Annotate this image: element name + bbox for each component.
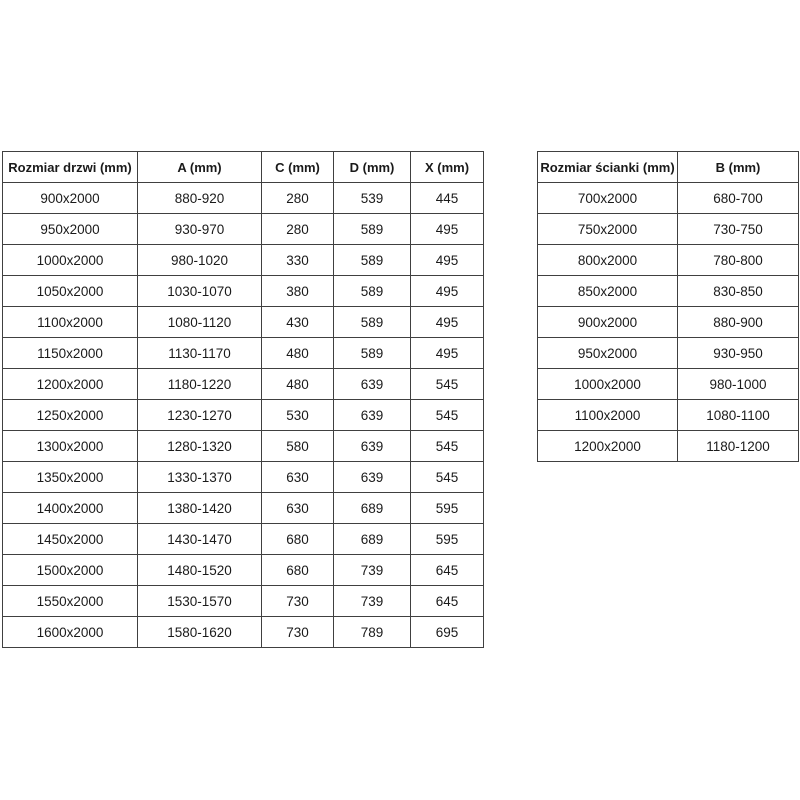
table-cell: 1180-1220: [138, 369, 262, 400]
table-cell: 1130-1170: [138, 338, 262, 369]
table-cell: 1030-1070: [138, 276, 262, 307]
table-cell: 700x2000: [538, 183, 678, 214]
table-cell: 730: [262, 586, 334, 617]
door-table-header-row: [3, 152, 484, 183]
table-row: [538, 338, 799, 369]
table-row: [538, 431, 799, 462]
table-cell: 630: [262, 493, 334, 524]
table-cell: 589: [334, 307, 411, 338]
table-cell: 1000x2000: [3, 245, 138, 276]
table-cell: 645: [411, 586, 484, 617]
table-cell: 589: [334, 338, 411, 369]
column-header: A (mm): [138, 152, 262, 183]
table-cell: 1330-1370: [138, 462, 262, 493]
table-cell: 1200x2000: [538, 431, 678, 462]
column-header: C (mm): [262, 152, 334, 183]
column-header: B (mm): [678, 152, 799, 183]
table-cell: 1430-1470: [138, 524, 262, 555]
table-cell: 1530-1570: [138, 586, 262, 617]
column-header: Rozmiar ścianki (mm): [538, 152, 678, 183]
table-cell: 1300x2000: [3, 431, 138, 462]
table-cell: 589: [334, 245, 411, 276]
table-row: [538, 214, 799, 245]
table-cell: 580: [262, 431, 334, 462]
table-cell: 545: [411, 462, 484, 493]
table-cell: 380: [262, 276, 334, 307]
table-cell: 1480-1520: [138, 555, 262, 586]
table-row: [3, 493, 484, 524]
table-cell: 639: [334, 400, 411, 431]
column-header: X (mm): [411, 152, 484, 183]
table-cell: 545: [411, 369, 484, 400]
column-header: Rozmiar drzwi (mm): [3, 152, 138, 183]
table-row: [3, 400, 484, 431]
table-cell: 850x2000: [538, 276, 678, 307]
door-sizes-table: [2, 151, 484, 648]
wall-table-header-row: [538, 152, 799, 183]
table-cell: 595: [411, 493, 484, 524]
table-cell: 1350x2000: [3, 462, 138, 493]
table-row: [3, 214, 484, 245]
table-cell: 280: [262, 183, 334, 214]
table-cell: 1230-1270: [138, 400, 262, 431]
table-cell: 900x2000: [3, 183, 138, 214]
table-cell: 545: [411, 431, 484, 462]
table-row: [3, 617, 484, 648]
table-cell: 639: [334, 462, 411, 493]
table-cell: 880-920: [138, 183, 262, 214]
table-row: [3, 586, 484, 617]
table-cell: 1080-1120: [138, 307, 262, 338]
table-cell: 930-950: [678, 338, 799, 369]
table-row: [538, 183, 799, 214]
table-cell: 750x2000: [538, 214, 678, 245]
table-cell: 680: [262, 555, 334, 586]
table-cell: 689: [334, 493, 411, 524]
table-cell: 445: [411, 183, 484, 214]
table-cell: 680-700: [678, 183, 799, 214]
table-cell: 689: [334, 524, 411, 555]
table-cell: 495: [411, 276, 484, 307]
table-cell: 545: [411, 400, 484, 431]
table-cell: 1080-1100: [678, 400, 799, 431]
table-cell: 830-850: [678, 276, 799, 307]
table-cell: 930-970: [138, 214, 262, 245]
table-cell: 739: [334, 555, 411, 586]
table-row: [538, 276, 799, 307]
column-header: D (mm): [334, 152, 411, 183]
table-cell: 645: [411, 555, 484, 586]
table-cell: 495: [411, 245, 484, 276]
table-cell: 800x2000: [538, 245, 678, 276]
table-row: [3, 524, 484, 555]
table-cell: 539: [334, 183, 411, 214]
table-cell: 950x2000: [538, 338, 678, 369]
table-row: [3, 245, 484, 276]
table-cell: 730: [262, 617, 334, 648]
table-cell: 1100x2000: [538, 400, 678, 431]
table-cell: 1100x2000: [3, 307, 138, 338]
table-row: [3, 307, 484, 338]
table-row: [538, 369, 799, 400]
table-row: [3, 431, 484, 462]
table-cell: 639: [334, 369, 411, 400]
table-cell: 780-800: [678, 245, 799, 276]
table-cell: 530: [262, 400, 334, 431]
table-row: [538, 400, 799, 431]
table-cell: 1000x2000: [538, 369, 678, 400]
table-cell: 789: [334, 617, 411, 648]
table-cell: 1200x2000: [3, 369, 138, 400]
table-cell: 980-1000: [678, 369, 799, 400]
table-cell: 480: [262, 338, 334, 369]
wall-sizes-table: [537, 151, 799, 462]
table-row: [3, 555, 484, 586]
table-cell: 280: [262, 214, 334, 245]
table-cell: 1580-1620: [138, 617, 262, 648]
table-cell: 495: [411, 338, 484, 369]
table-cell: 1380-1420: [138, 493, 262, 524]
table-row: [3, 276, 484, 307]
table-cell: 630: [262, 462, 334, 493]
table-cell: 589: [334, 276, 411, 307]
table-row: [3, 338, 484, 369]
table-row: [538, 245, 799, 276]
table-cell: 495: [411, 214, 484, 245]
table-cell: 1050x2000: [3, 276, 138, 307]
table-cell: 880-900: [678, 307, 799, 338]
table-cell: 480: [262, 369, 334, 400]
table-row: [538, 307, 799, 338]
table-cell: 589: [334, 214, 411, 245]
table-cell: 730-750: [678, 214, 799, 245]
table-cell: 1400x2000: [3, 493, 138, 524]
table-cell: 1150x2000: [3, 338, 138, 369]
table-cell: 695: [411, 617, 484, 648]
table-cell: 739: [334, 586, 411, 617]
table-cell: 1450x2000: [3, 524, 138, 555]
table-cell: 950x2000: [3, 214, 138, 245]
table-cell: 1280-1320: [138, 431, 262, 462]
table-row: [3, 183, 484, 214]
table-cell: 900x2000: [538, 307, 678, 338]
table-cell: 595: [411, 524, 484, 555]
table-cell: 330: [262, 245, 334, 276]
table-cell: 1250x2000: [3, 400, 138, 431]
table-row: [3, 462, 484, 493]
table-cell: 680: [262, 524, 334, 555]
table-cell: 1600x2000: [3, 617, 138, 648]
table-cell: 1550x2000: [3, 586, 138, 617]
table-cell: 980-1020: [138, 245, 262, 276]
table-cell: 495: [411, 307, 484, 338]
table-cell: 639: [334, 431, 411, 462]
table-cell: 1500x2000: [3, 555, 138, 586]
table-row: [3, 369, 484, 400]
table-cell: 1180-1200: [678, 431, 799, 462]
table-cell: 430: [262, 307, 334, 338]
